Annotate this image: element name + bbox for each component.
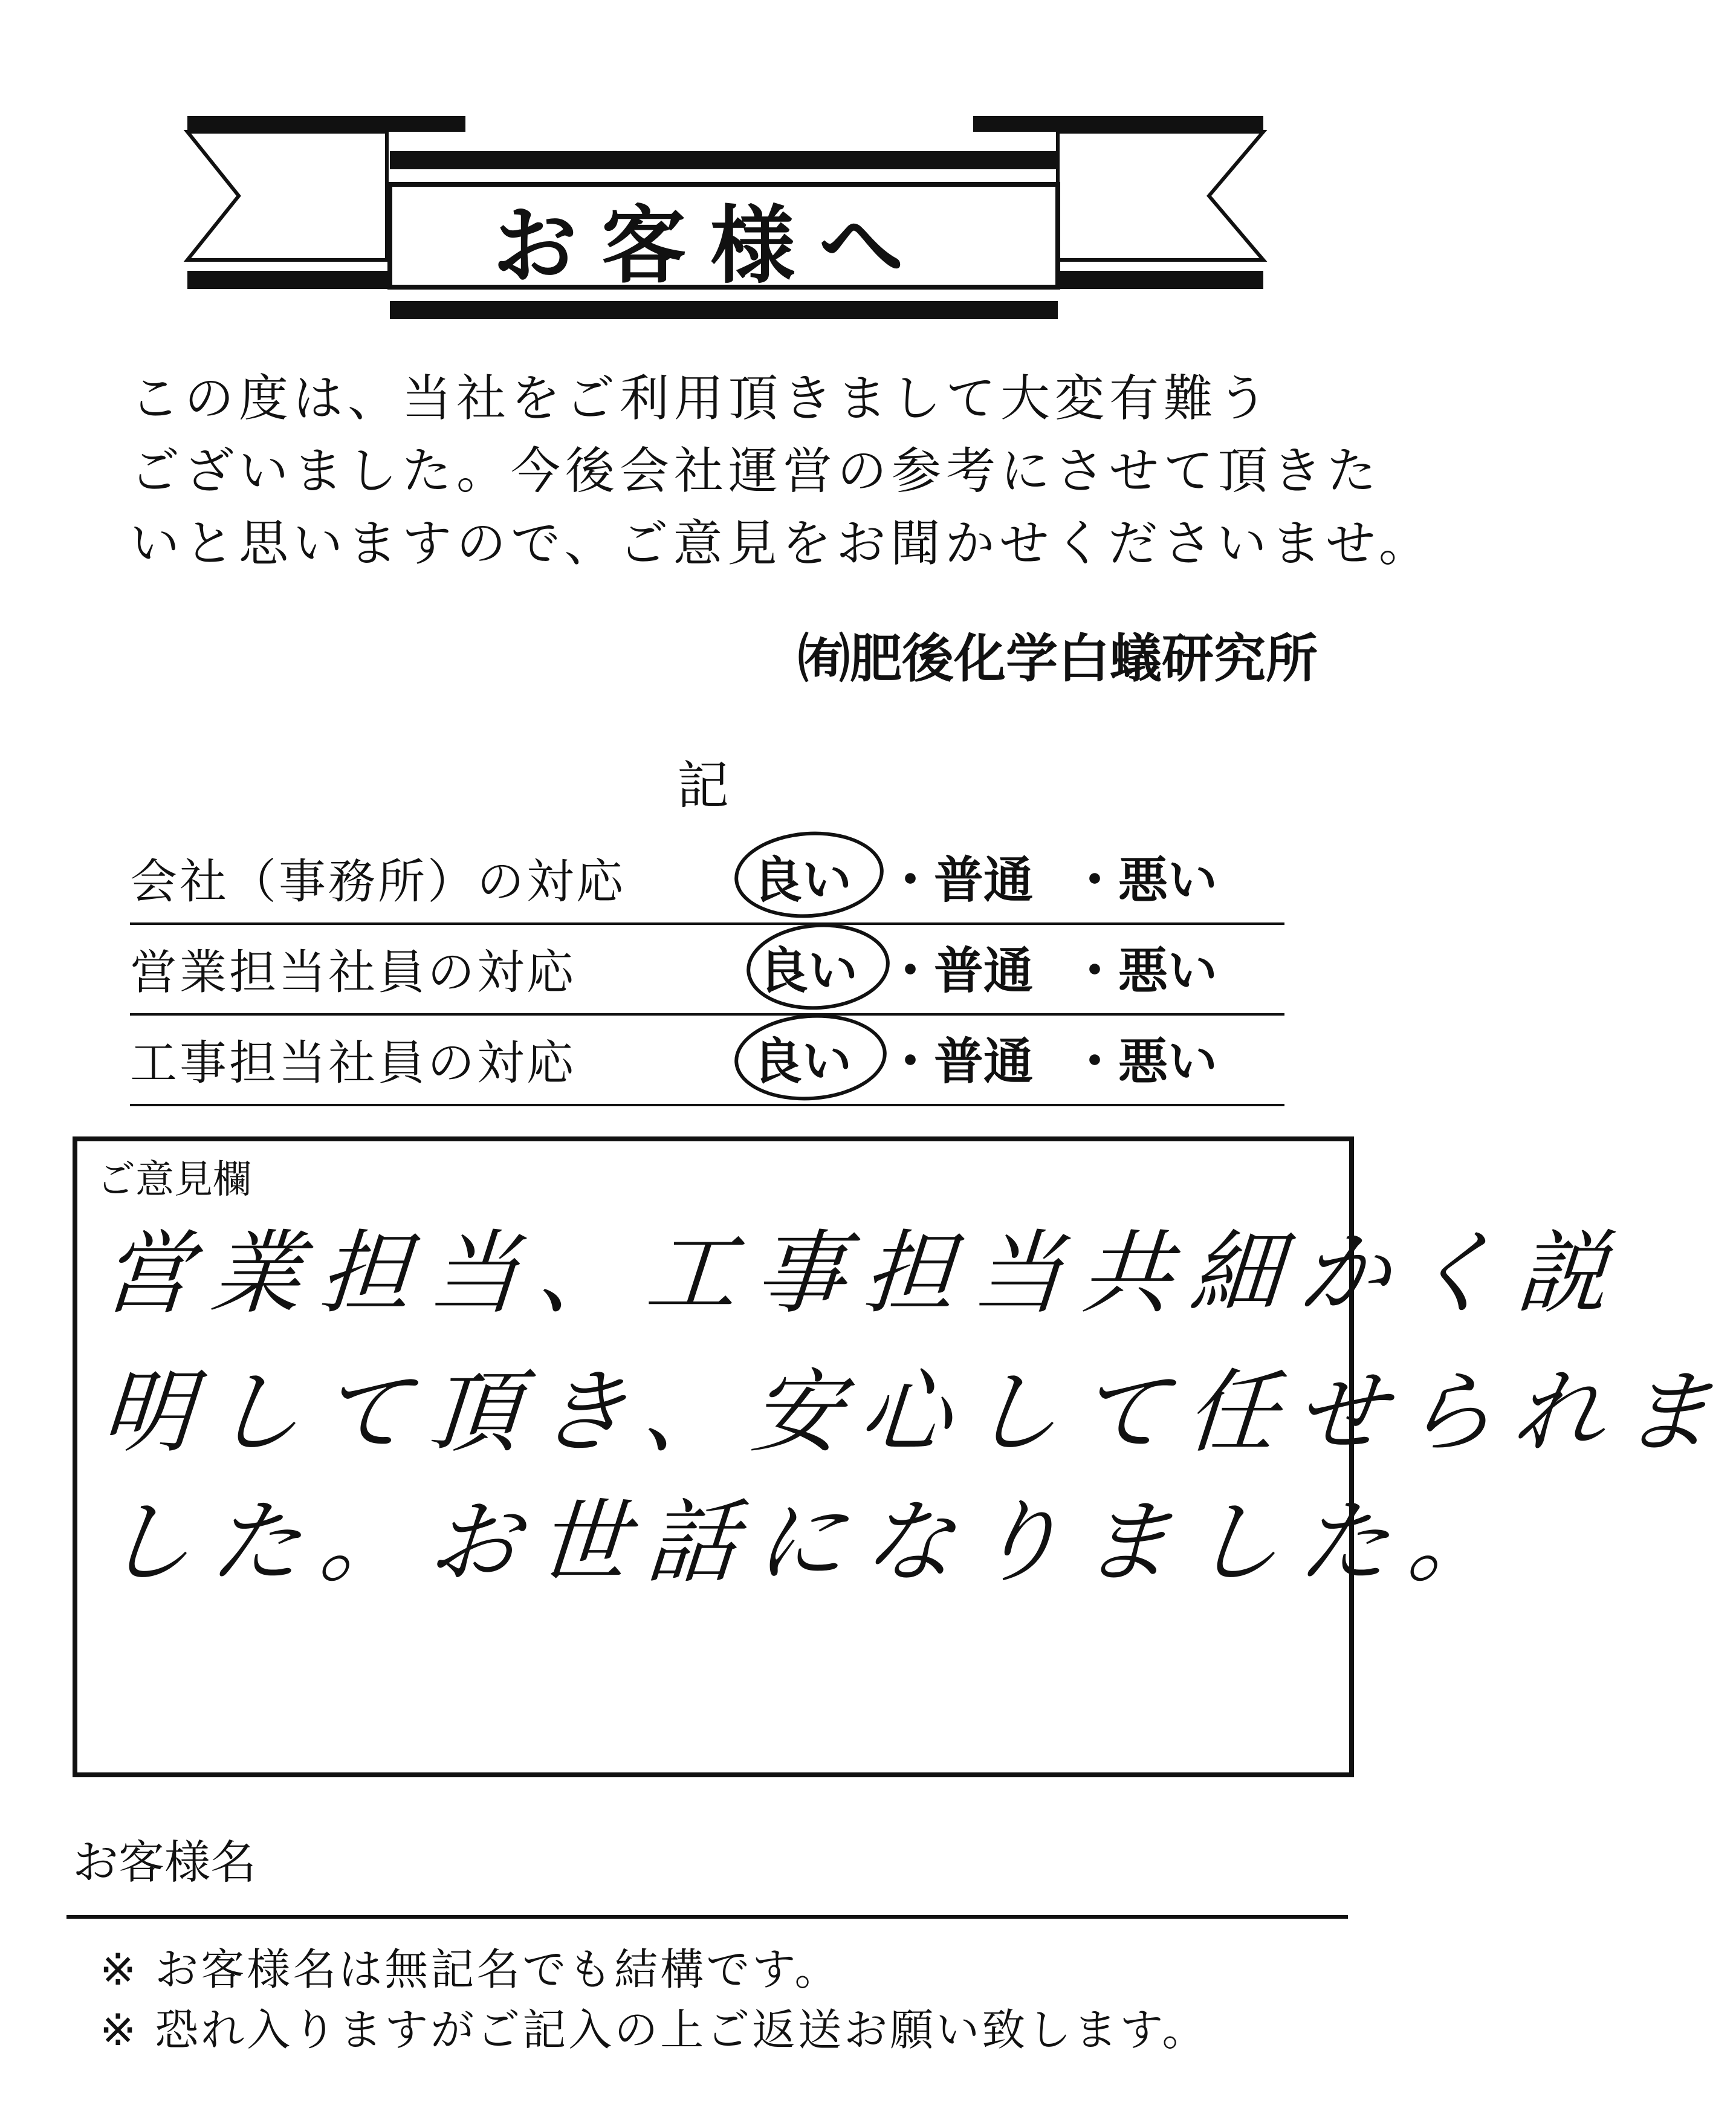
intro-line: ございました。今後会社運営の参考にさせて頂きた: [130, 443, 1382, 500]
option-normal[interactable]: 普通: [934, 1033, 1034, 1091]
option-good[interactable]: 良い: [753, 1033, 852, 1091]
handwritten-line: した。お世話になりました。: [98, 1490, 1521, 1595]
customer-name-field[interactable]: [66, 1915, 1348, 1919]
rating-row-sales: [130, 925, 1284, 1016]
note-anonymous: ※ お客様名は無記名でも結構です。: [100, 1944, 841, 1995]
option-normal[interactable]: 普通: [934, 852, 1034, 909]
intro-paragraph: [130, 363, 1433, 580]
option-bad[interactable]: 悪い: [1118, 942, 1218, 1000]
option-bad[interactable]: 悪い: [1118, 852, 1218, 909]
separator-dot: ・: [886, 852, 936, 909]
option-bad[interactable]: 悪い: [1118, 1033, 1218, 1091]
option-good[interactable]: 良い: [759, 942, 858, 1000]
option-good[interactable]: 良い: [753, 852, 852, 909]
handwritten-line: 明して頂き、安心して任せられま: [98, 1360, 1735, 1465]
banner-title: お客様へ: [492, 196, 928, 296]
note-return: ※ 恐れ入りますがご記入の上ご返送お願い致します。: [100, 2005, 1208, 2055]
opinion-label: ご意見欄: [97, 1158, 251, 1202]
rating-label: 工事担当社員の対応: [130, 1036, 577, 1091]
rating-label: 会社（事務所）の対応: [130, 855, 626, 909]
intro-line: いと思いますので、ご意見をお聞かせくださいませ。: [130, 515, 1433, 572]
separator-dot: ・: [886, 1033, 936, 1091]
separator-dot: ・: [886, 942, 936, 1000]
customer-name-label: お客様名: [73, 1835, 256, 1889]
separator-dot: ・: [1070, 1033, 1120, 1091]
separator-dot: ・: [1070, 852, 1120, 909]
option-normal[interactable]: 普通: [934, 942, 1034, 1000]
intro-line: この度は、当社をご利用頂きまして大変有難う: [130, 370, 1273, 427]
row-divider: [130, 1104, 1284, 1106]
separator-dot: ・: [1070, 942, 1120, 1000]
ki-heading: 記: [677, 756, 729, 816]
rating-row-construction: [130, 1016, 1284, 1106]
company-name: ㈲肥後化学白蟻研究所: [798, 629, 1318, 689]
rating-label: 営業担当社員の対応: [130, 945, 577, 1000]
rating-row-company: [130, 834, 1284, 925]
handwritten-line: 営業担当、工事担当共細かく説: [98, 1221, 1630, 1326]
